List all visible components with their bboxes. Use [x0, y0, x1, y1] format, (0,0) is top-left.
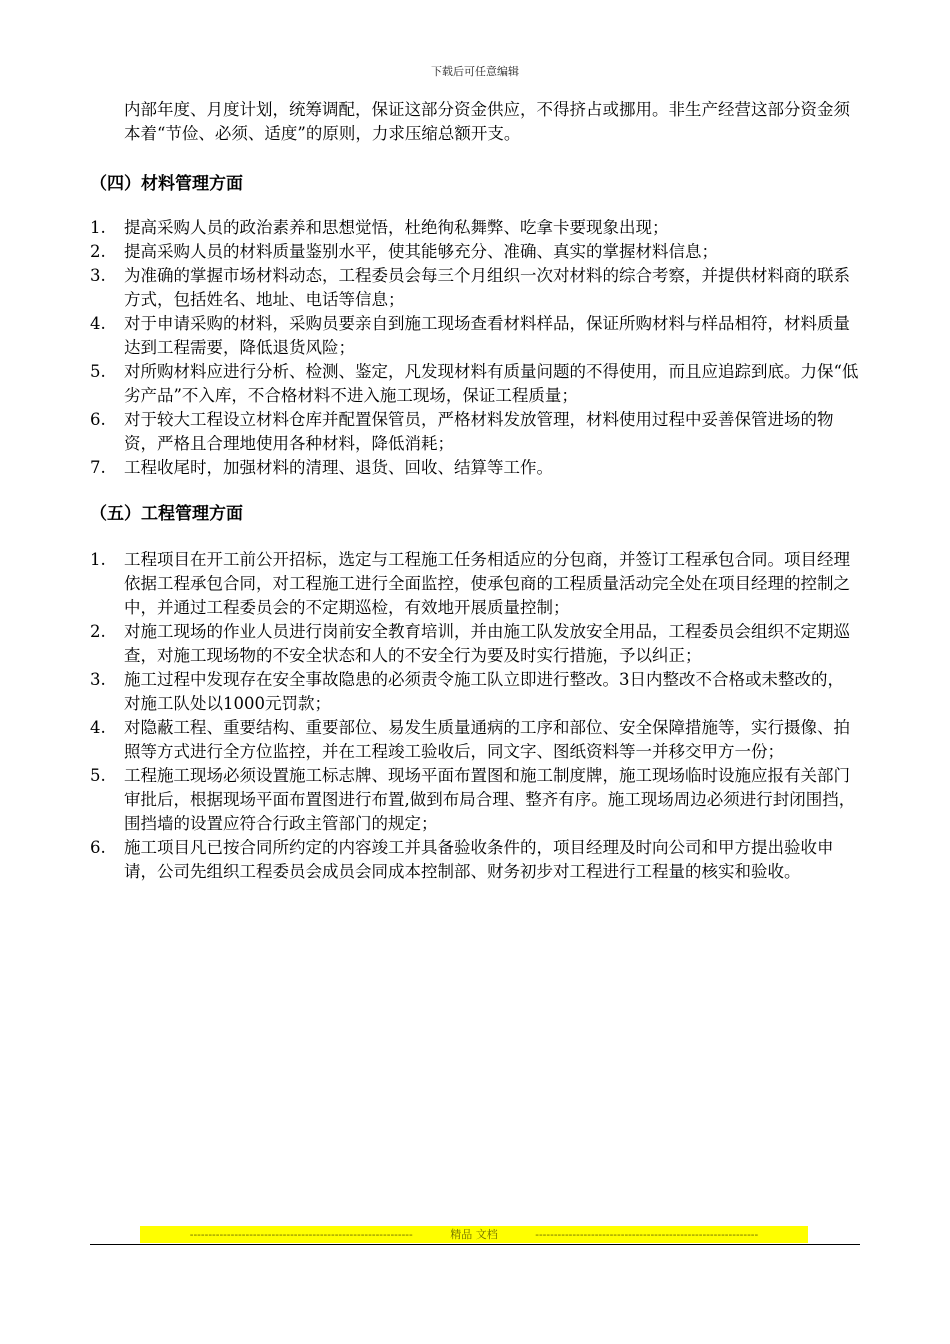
list-item-number: 1. — [90, 218, 106, 237]
list-item-number: 7. — [90, 458, 106, 477]
list-item-text: 对于申请采购的材料，采购员要亲自到施工现场查看材料样品，保证所购材料与样品相符，材料质量达到工程需要，降低退货风险； — [124, 314, 850, 357]
section-heading-engineering: （五）工程管理方面 — [90, 504, 243, 524]
list-item — [90, 620, 860, 668]
list-item-text: 施工项目凡已按合同所约定的内容竣工并具备验收条件的，项目经理及时向公司和甲方提出验收申请，公司先组织工程委员会成员会同成本控制部、财务初步对工程进行工程量的核实和验收。 — [124, 838, 834, 881]
list-item-text: 施工过程中发现存在安全事故隐患的必须责令施工队立即进行整改。3日内整改不合格或未整改的，对施工队处以1000元罚款； — [124, 670, 844, 713]
section-heading-materials: （四）材料管理方面 — [90, 174, 243, 194]
list-item — [90, 216, 860, 240]
intro-paragraph: 内部年度、月度计划，统筹调配，保证这部分资金供应，不得挤占或挪用。非生产经营这部分资金须本着“节俭、必须、适度”的原则，力求压缩总额开支。 — [124, 100, 850, 143]
list-item-text: 提高采购人员的政治素养和思想觉悟，杜绝徇私舞弊、吃拿卡要现象出现； — [124, 218, 669, 237]
document-body — [90, 98, 860, 884]
list-item — [90, 312, 860, 360]
list-item-text: 对隐蔽工程、重要结构、重要部位、易发生质量通病的工序和部位、安全保障措施等，实行摄像、拍照等方式进行全方位监控，并在工程竣工验收后，同文字、图纸资料等一并移交甲方一份； — [124, 718, 850, 761]
list-item-number: 3. — [90, 670, 106, 689]
list-item-number: 5. — [90, 766, 106, 785]
list-item — [90, 764, 860, 836]
list-item — [90, 836, 860, 884]
list-item-number: 1. — [90, 550, 106, 569]
list-item-text: 工程项目在开工前公开招标，选定与工程施工任务相适应的分包商，并签订工程承包合同。项目经理依据工程承包合同，对工程施工进行全面监控，使承包商的工程质量活动完全处在项目经理的控制之中，并通过工程委员会的不定期巡检，有效地开展质量控制； — [124, 550, 850, 617]
list-item-text: 对所购材料应进行分析、检测、鉴定，凡发现材料有质量问题的不得使用，而且应追踪到底。力保“低劣产品”不入库，不合格材料不进入施工现场，保证工程质量； — [124, 362, 859, 405]
list-item — [90, 456, 860, 480]
list-item-number: 2. — [90, 622, 106, 641]
list-item-number: 3. — [90, 266, 106, 285]
footer-divider — [90, 1244, 860, 1245]
footer-left-dashes: ------------------------------------------------------------ — [189, 1228, 413, 1241]
list-item-text: 提高采购人员的材料质量鉴别水平，使其能够充分、准确、真实的掌握材料信息； — [124, 242, 718, 261]
list-item-number: 4. — [90, 718, 106, 737]
list-item-number: 6. — [90, 838, 106, 857]
list-item-text: 工程施工现场必须设置施工标志牌、现场平面布置图和施工制度牌，施工现场临时设施应报有关部门审批后，根据现场平面布置图进行布置,做到布局合理、整齐有序。施工现场周边必须进行封闭围挡，围挡墙的设置应符合行政主管部门的规定； — [124, 766, 856, 833]
list-item-text: 对施工现场的作业人员进行岗前安全教育培训，并由施工队发放安全用品，工程委员会组织不定期巡查，对施工现场物的不安全状态和人的不安全行为要及时实行措施，予以纠正； — [124, 622, 850, 665]
footer-label: 精品 文档 — [450, 1228, 498, 1241]
list-item — [90, 548, 860, 620]
materials-list — [90, 216, 860, 480]
list-item-number: 2. — [90, 242, 106, 261]
list-item — [90, 240, 860, 264]
list-item-number: 5. — [90, 362, 106, 381]
list-item-text: 为准确的掌握市场材料动态，工程委员会每三个月组织一次对材料的综合考察，并提供材料商的联系方式，包括姓名、地址、电话等信息； — [124, 266, 850, 309]
list-item — [90, 264, 860, 312]
list-item-text: 对于较大工程设立材料仓库并配置保管员，严格材料发放管理，材料使用过程中妥善保管进场的物资，严格且合理地使用各种材料，降低消耗； — [124, 410, 834, 453]
page-header: 下载后可任意编辑 — [431, 65, 519, 78]
footer-right-dashes: ------------------------------------------------------------ — [535, 1228, 759, 1241]
engineering-list — [90, 548, 860, 884]
list-item — [90, 716, 860, 764]
list-item-number: 6. — [90, 410, 106, 429]
list-item — [90, 408, 860, 456]
footer-highlight-band — [140, 1226, 808, 1243]
list-item — [90, 360, 860, 408]
list-item-number: 4. — [90, 314, 106, 333]
list-item — [90, 668, 860, 716]
list-item-text: 工程收尾时，加强材料的清理、退货、回收、结算等工作。 — [124, 458, 553, 477]
